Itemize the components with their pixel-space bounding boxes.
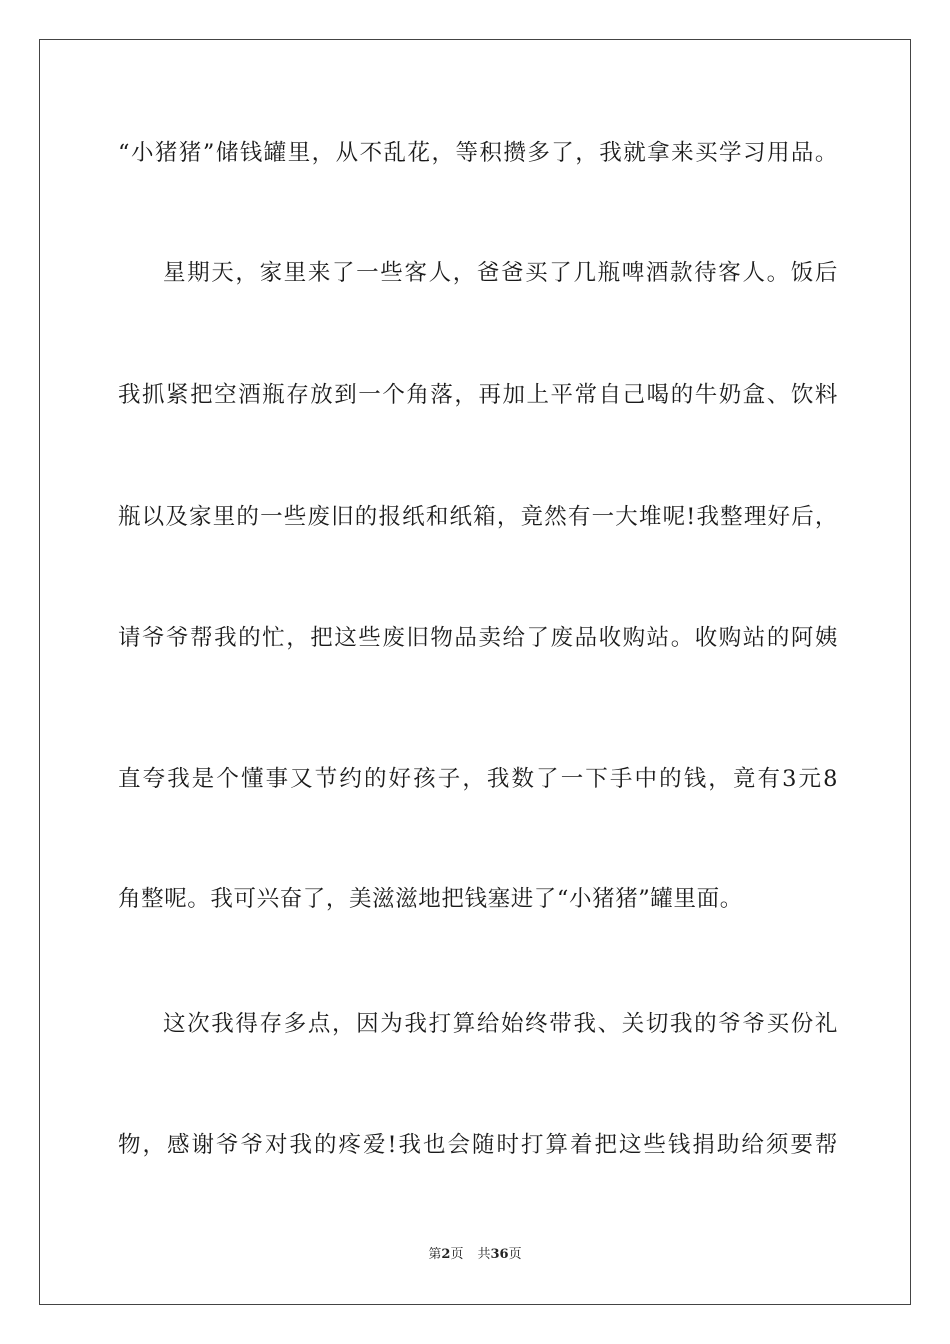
footer-page-total: 36 — [490, 1247, 509, 1262]
text-line-3: 我抓紧把空酒瓶存放到一个角落，再加上平常自己喝的牛奶盒、饮料 — [118, 382, 838, 408]
text-line-6: 直夸我是个懂事又节约的好孩子，我数了一下手中的钱，竟有3元8 — [118, 766, 838, 792]
page-border — [39, 39, 911, 1305]
footer-page-current: 2 — [441, 1247, 451, 1262]
footer-total-suffix: 页 — [508, 1247, 522, 1262]
footer-total-prefix: 共 — [477, 1247, 491, 1262]
page-footer — [0, 1246, 950, 1264]
footer-page-suffix: 页 — [450, 1247, 464, 1262]
text-line-9: 物，感谢爷爷对我的疼爱!我也会随时打算着把这些钱捐助给须要帮 — [118, 1132, 838, 1158]
text-line-2: 星期天，家里来了一些客人，爸爸买了几瓶啤酒款待客人。饭后 — [163, 260, 838, 286]
text-line-5: 请爷爷帮我的忙，把这些废旧物品卖给了废品收购站。收购站的阿姨 — [118, 625, 838, 651]
text-line-4: 瓶以及家里的一些废旧的报纸和纸箱，竟然有一大堆呢!我整理好后， — [118, 504, 838, 530]
text-line-1: “小猪猪”储钱罐里，从不乱花，等积攒多了，我就拿来买学习用品。 — [118, 140, 838, 166]
text-line-7: 角整呢。我可兴奋了，美滋滋地把钱塞进了“小猪猪”罐里面。 — [118, 886, 743, 912]
text-line-8: 这次我得存多点，因为我打算给始终带我、关切我的爷爷买份礼 — [163, 1011, 838, 1037]
footer-page-prefix: 第 — [428, 1247, 442, 1262]
